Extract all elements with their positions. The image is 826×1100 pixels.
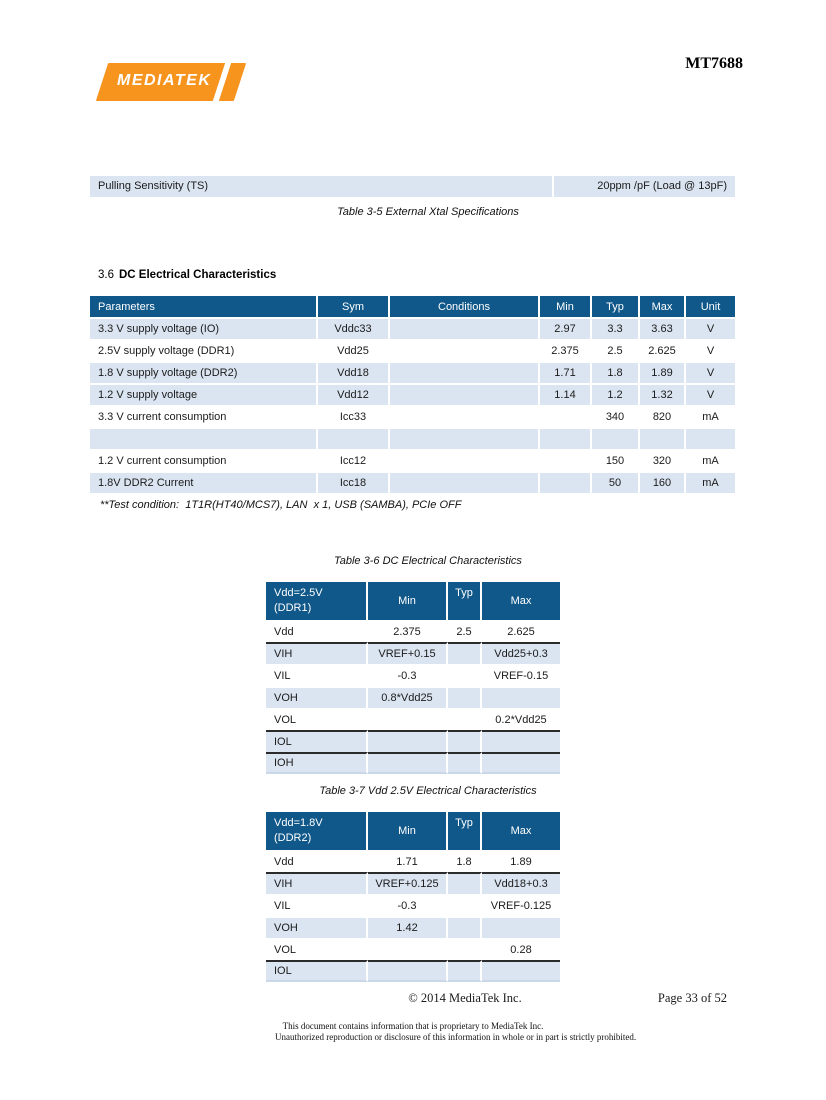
table-row: [90, 427, 735, 449]
table-row: [266, 960, 560, 982]
table-row: [266, 916, 560, 938]
table-cell: Typ: [448, 812, 482, 850]
table-cell: VREF-0.125: [482, 894, 560, 916]
table-row: [266, 850, 560, 872]
table-cell: 1.89: [640, 361, 686, 383]
table-cell: [390, 361, 540, 383]
table-cell: 1.8: [592, 361, 640, 383]
table-cell: [482, 686, 560, 708]
table-cell: 160: [640, 471, 686, 493]
table-cell: 3.3: [592, 317, 640, 339]
table-cell: [640, 427, 686, 449]
footer-notice-line1: This document contains information that is proprietary to MediaTek Inc.: [282, 1021, 544, 1031]
test-condition-note: **Test condition: 1T1R(HT40/MCS7), LAN x 1, USB (SAMBA), PCIe OFF: [100, 499, 462, 511]
table-row: [90, 317, 735, 339]
table-cell: [592, 427, 640, 449]
table-row: [90, 449, 735, 471]
table-cell: -0.3: [368, 664, 448, 686]
table-cell: [448, 916, 482, 938]
table-cell: [390, 405, 540, 427]
table-cell: Vdd18+0.3: [482, 872, 560, 894]
table-cell: [90, 427, 318, 449]
table-cell: [448, 960, 482, 982]
table-cell: Icc18: [318, 471, 390, 493]
table-cell: 1.8: [448, 850, 482, 872]
table-cell: 3.3 V supply voltage (IO): [90, 317, 318, 339]
table-cell: Max: [640, 296, 686, 317]
table-cell: [482, 916, 560, 938]
dc-table-header: [90, 296, 735, 317]
table-row: [90, 383, 735, 405]
table-cell: 320: [640, 449, 686, 471]
table-cell: 150: [592, 449, 640, 471]
table-cell: [390, 317, 540, 339]
table-cell: Min: [540, 296, 592, 317]
table-row: [266, 872, 560, 894]
table-cell: -0.3: [368, 894, 448, 916]
table-cell: 2.375: [540, 339, 592, 361]
table-cell: mA: [686, 471, 735, 493]
table-cell: 820: [640, 405, 686, 427]
table-cell: [368, 938, 448, 960]
table-cell: mA: [686, 449, 735, 471]
vdd-1-8v-table: [266, 812, 560, 982]
table-cell: Max: [482, 812, 560, 850]
table-cell: [368, 708, 448, 730]
table-cell: Parameters: [90, 296, 318, 317]
table-cell: 3.3 V current consumption: [90, 405, 318, 427]
table-cell: [318, 427, 390, 449]
table-row: [266, 938, 560, 960]
table-cell: Vdd25+0.3: [482, 642, 560, 664]
table-cell: 2.5V supply voltage (DDR1): [90, 339, 318, 361]
table-cell: Vdd: [266, 850, 368, 872]
table-cell: VOH: [266, 916, 368, 938]
table-cell: 2.625: [482, 620, 560, 642]
xtal-spec-row: [90, 176, 735, 197]
table-3-7-caption: Table 3-7 Vdd 2.5V Electrical Characteristics: [319, 785, 537, 797]
table-cell: VOL: [266, 708, 368, 730]
table-cell: [368, 730, 448, 752]
table-cell: mA: [686, 405, 735, 427]
table-row: [90, 405, 735, 427]
table-cell: 3.63: [640, 317, 686, 339]
table-cell: 2.97: [540, 317, 592, 339]
table-cell: VIH: [266, 872, 368, 894]
table-cell: [368, 960, 448, 982]
table-cell: 1.71: [368, 850, 448, 872]
table-cell: 0.28: [482, 938, 560, 960]
table-cell: 1.8V DDR2 Current: [90, 471, 318, 493]
table-cell: Vdd25: [318, 339, 390, 361]
table-cell: [540, 449, 592, 471]
table-cell: [448, 938, 482, 960]
table-cell: [390, 339, 540, 361]
table-cell: Vddc33: [318, 317, 390, 339]
table-cell: [448, 752, 482, 774]
table-cell: Sym: [318, 296, 390, 317]
table-cell: Min: [368, 812, 448, 850]
table-3-6-caption: Table 3-6 DC Electrical Characteristics: [334, 555, 522, 567]
table-cell: 1.42: [368, 916, 448, 938]
table-row: [90, 339, 735, 361]
table-cell: [448, 730, 482, 752]
table-row: [90, 361, 735, 383]
table-cell: Vdd12: [318, 383, 390, 405]
table-cell: 50: [592, 471, 640, 493]
table-cell: [540, 427, 592, 449]
table-cell: VOH: [266, 686, 368, 708]
xtal-spec-value: 20ppm /pF (Load @ 13pF): [554, 176, 735, 197]
section-number: 3.6: [98, 269, 114, 281]
table-header-row: [90, 296, 735, 317]
mediatek-logo-text: MEDIATEK: [117, 72, 212, 89]
xtal-spec-parameter: Pulling Sensitivity (TS): [90, 176, 552, 197]
table-cell: 2.5: [592, 339, 640, 361]
table-cell: 1.2 V supply voltage: [90, 383, 318, 405]
table-row: [266, 894, 560, 916]
table-cell: 2.625: [640, 339, 686, 361]
table-cell: 1.2: [592, 383, 640, 405]
table-row: [266, 620, 560, 642]
table-cell: Conditions: [390, 296, 540, 317]
table-cell: [448, 664, 482, 686]
table-cell: VIL: [266, 664, 368, 686]
table-row: [266, 686, 560, 708]
table-cell: [482, 752, 560, 774]
table-row: [266, 664, 560, 686]
table-cell: 2.375: [368, 620, 448, 642]
table-cell: Min: [368, 582, 448, 620]
vdd-2-5v-table: [266, 582, 560, 774]
table-cell: [390, 427, 540, 449]
table-cell: [448, 686, 482, 708]
table-cell: 1.89: [482, 850, 560, 872]
table-cell: [390, 471, 540, 493]
mediatek-logo: [102, 63, 240, 101]
footer-page-number: Page 33 of 52: [657, 991, 727, 1005]
table-cell: V: [686, 339, 735, 361]
table-cell: 0.8*Vdd25: [368, 686, 448, 708]
table-cell: [390, 383, 540, 405]
table-cell: 1.14: [540, 383, 592, 405]
table-cell: [448, 708, 482, 730]
table-cell: Typ: [592, 296, 640, 317]
table-cell: Vdd18: [318, 361, 390, 383]
table-cell: [482, 730, 560, 752]
section-heading: [98, 269, 276, 281]
table-cell: VREF+0.15: [368, 642, 448, 664]
table-cell: V: [686, 317, 735, 339]
table-cell: Max: [482, 582, 560, 620]
table-cell: [448, 894, 482, 916]
table-cell: VREF-0.15: [482, 664, 560, 686]
table-cell: Vdd=2.5V (DDR1): [266, 582, 368, 620]
table-cell: [686, 427, 735, 449]
table-cell: [368, 752, 448, 774]
table-row: [266, 730, 560, 752]
table-cell: IOL: [266, 960, 368, 982]
vdd-1-8v-table-body: [266, 850, 560, 982]
table-cell: 340: [592, 405, 640, 427]
logo-slash-decoration: [213, 63, 231, 101]
table-cell: [448, 642, 482, 664]
table-cell: VIH: [266, 642, 368, 664]
table-cell: [540, 471, 592, 493]
table-cell: Typ: [448, 582, 482, 620]
table-cell: Vdd: [266, 620, 368, 642]
table-row: [266, 642, 560, 664]
vdd-2-5v-table-header: [266, 582, 560, 620]
table-cell: 1.8 V supply voltage (DDR2): [90, 361, 318, 383]
vdd-1-8v-table-header: [266, 812, 560, 850]
table-row: [266, 708, 560, 730]
table-cell: V: [686, 361, 735, 383]
table-row: [266, 752, 560, 774]
vdd-2-5v-table-body: [266, 620, 560, 774]
table-cell: 1.71: [540, 361, 592, 383]
table-cell: [390, 449, 540, 471]
table-cell: Icc33: [318, 405, 390, 427]
document-title: MT7688: [685, 55, 743, 72]
table-row: [90, 471, 735, 493]
table-cell: VOL: [266, 938, 368, 960]
table-cell: V: [686, 383, 735, 405]
section-title: DC Electrical Characteristics: [119, 269, 277, 281]
table-cell: 0.2*Vdd25: [482, 708, 560, 730]
table-cell: Vdd=1.8V (DDR2): [266, 812, 368, 850]
table-cell: [482, 960, 560, 982]
table-cell: [540, 405, 592, 427]
table-cell: VREF+0.125: [368, 872, 448, 894]
table-cell: VIL: [266, 894, 368, 916]
dc-table-body: [90, 317, 735, 493]
table-cell: Unit: [686, 296, 735, 317]
table-cell: 1.2 V current consumption: [90, 449, 318, 471]
table-header-row: [266, 812, 560, 850]
table-cell: IOH: [266, 752, 368, 774]
table-cell: 1.32: [640, 383, 686, 405]
table-3-5-caption: Table 3-5 External Xtal Specifications: [337, 206, 519, 218]
table-header-row: [266, 582, 560, 620]
table-cell: [448, 872, 482, 894]
dc-characteristics-table: [90, 296, 735, 493]
table-cell: IOL: [266, 730, 368, 752]
footer-copyright: © 2014 MediaTek Inc.: [408, 991, 522, 1005]
table-cell: Icc12: [318, 449, 390, 471]
table-cell: 2.5: [448, 620, 482, 642]
footer-notice-line2: Unauthorized reproduction or disclosure of this information in whole or in part is strictly prohibited.: [275, 1032, 637, 1042]
